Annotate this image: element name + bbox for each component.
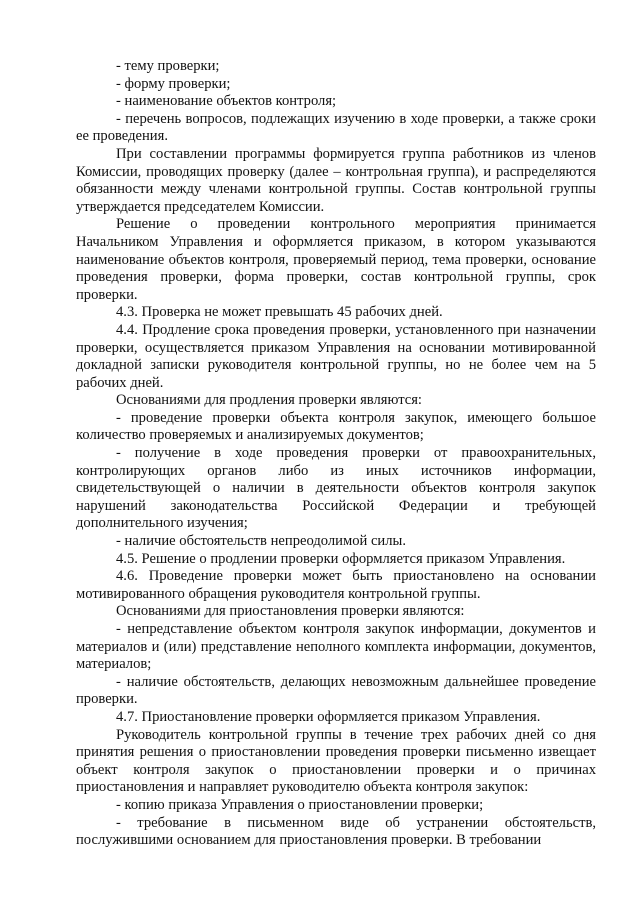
paragraph-suspension-item-1: - непредставление объектом контроля закупок информации, документов и материалов и (или) представление неполного комплекта информации, документов, материалов; xyxy=(76,621,596,673)
paragraph-extension-item-1: - проведение проверки объекта контроля закупок, имеющего большое количество проверяемых и анализируемых документов; xyxy=(76,409,596,444)
paragraph-4-4: 4.4. Продление срока проведения проверки, установленного при назначении проверки, осуществляется приказом Управления на основании мотивированной докладной записки руководителя контрольной группы, но не более чем на 5 рабочих дней. xyxy=(76,321,596,391)
paragraph-list-item-topic: - тему проверки; xyxy=(116,58,220,74)
paragraph-list-item-objects: - наименование объектов контроля; xyxy=(116,93,337,110)
paragraph-notification-item-2: - требование в письменном виде об устранении обстоятельств, послужившими основанием для приостановления проверки. В требовании xyxy=(76,814,596,849)
paragraph-extension-item-3: - наличие обстоятельств непреодолимой силы. xyxy=(116,533,406,550)
paragraph-suspension-item-2: - наличие обстоятельств, делающих невозможным дальнейшее проведение проверки. xyxy=(76,673,596,708)
paragraph-extension-grounds: Основаниями для продления проверки являются: xyxy=(116,392,422,409)
paragraph-4-6: 4.6. Проведение проверки может быть приостановлено на основании мотивированного обращения руководителя контрольной группы. xyxy=(76,568,596,602)
paragraph-extension-item-2: - получение в ходе проведения проверки от правоохранительных, контролирующих органов либо из иных источников информации, свидетельствующей о наличии в деятельности объектов контроля закупок нарушений законодательства Российской Федерации и требующей дополнительного изучения; xyxy=(76,445,596,532)
paragraph-suspension-grounds: Основаниями для приостановления проверки являются: xyxy=(116,603,465,620)
paragraph-decision-order: Решение о проведении контрольного мероприятия принимается Начальником Управления и оформляется приказом, в котором указываются наименование объектов контроля, проверяемый период, тема проверки, основание проведения проверки, форма проверки, состав контрольной группы, срок проверки. xyxy=(76,216,596,303)
paragraph-list-item-form: - форму проверки; xyxy=(116,75,231,92)
paragraph-4-3: 4.3. Проверка не может превышать 45 рабочих дней. xyxy=(116,304,443,321)
document-page xyxy=(76,58,596,850)
paragraph-program-group: При составлении программы формируется группа работников из членов Комиссии, проводящих проверку (далее – контрольная группа), и распределяются обязанности между членами контрольной группы. Состав контрольной группы утверждается председателем Комиссии. xyxy=(76,145,596,215)
paragraph-notification-item-1: - копию приказа Управления о приостановлении проверки; xyxy=(116,796,484,813)
paragraph-4-5: 4.5. Решение о продлении проверки оформляется приказом Управления. xyxy=(116,550,566,567)
paragraph-4-7: 4.7. Приостановление проверки оформляется приказом Управления. xyxy=(116,708,541,725)
paragraph-leader-notification: Руководитель контрольной группы в течение трех рабочих дней со дня принятия решения о приостановлении проведения проверки письменно извещает объект контроля закупок о приостановлении проверки и о причинах приостановления и направляет руководителю объекта контроля закупок: xyxy=(76,726,596,796)
paragraph-list-item-questions: - перечень вопросов, подлежащих изучению в ходе проверки, а также сроки ее проведения. xyxy=(76,110,596,145)
